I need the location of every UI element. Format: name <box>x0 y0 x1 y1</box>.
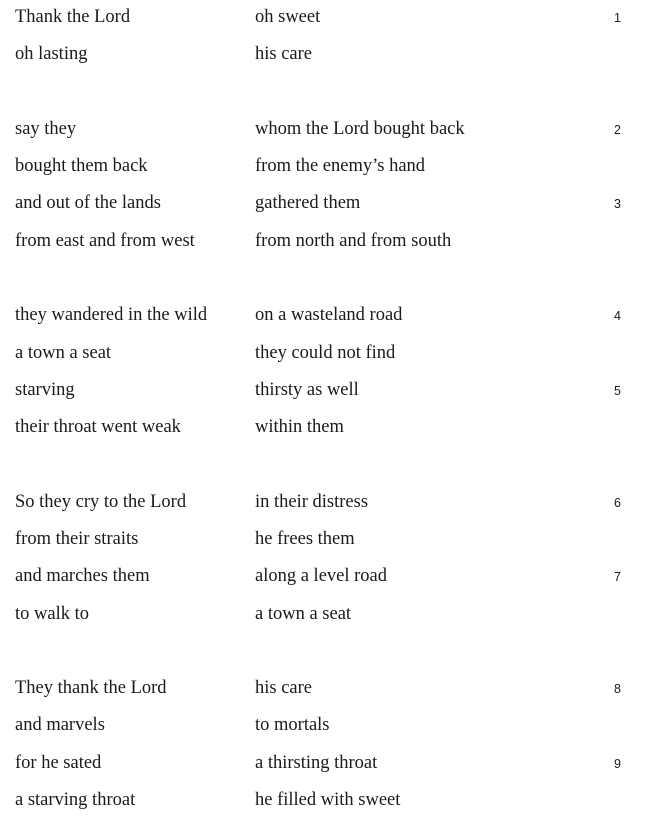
line-first-half: say they <box>15 118 77 139</box>
poem-line <box>0 416 663 453</box>
poem-line <box>0 118 663 155</box>
line-first-half: bought them back <box>15 156 148 177</box>
line-second-half: they could not find <box>255 342 396 363</box>
verse-number: 5 <box>614 383 621 398</box>
line-first-half: their throat went weak <box>15 417 181 438</box>
line-second-half: he filled with sweet <box>255 789 401 810</box>
line-second-half: his care <box>255 678 313 698</box>
line-first-half: oh lasting <box>15 44 88 65</box>
verse-number: 7 <box>614 570 621 585</box>
line-second-half: from north and from south <box>255 230 452 251</box>
verse-number: 8 <box>614 682 621 696</box>
line-first-half: from their straits <box>15 528 139 549</box>
poem-line <box>0 155 663 192</box>
line-second-half: a town a seat <box>255 603 352 624</box>
line-first-half: a starving throat <box>15 789 136 810</box>
line-second-half: to mortals <box>255 715 330 736</box>
poem-line <box>0 379 663 416</box>
verse-number: 9 <box>614 756 621 771</box>
poem-line <box>0 677 663 714</box>
verse-number: 1 <box>614 11 621 25</box>
line-second-half: within them <box>255 417 344 438</box>
poem-line <box>0 752 663 789</box>
poem-line <box>0 565 663 602</box>
poem-line <box>0 230 663 267</box>
line-first-half: So they cry to the Lord <box>15 491 187 512</box>
line-second-half: oh sweet <box>255 7 321 27</box>
line-first-half: from east and from west <box>15 230 195 251</box>
line-second-half: thirsty as well <box>255 379 359 400</box>
line-first-half: and marvels <box>15 715 105 736</box>
line-first-half: for he sated <box>15 752 102 773</box>
line-first-half: Thank the Lord <box>15 7 131 27</box>
verse-number: 3 <box>614 197 621 212</box>
poem-line <box>0 528 663 565</box>
line-first-half: they wandered in the wild <box>15 305 208 326</box>
line-first-half: and marches them <box>15 566 150 587</box>
line-second-half: his care <box>255 44 313 65</box>
line-second-half: gathered them <box>255 193 361 214</box>
line-first-half: and out of the lands <box>15 193 161 214</box>
poem-line <box>0 192 663 229</box>
line-second-half: along a level road <box>255 566 388 587</box>
line-second-half: in their distress <box>255 491 369 512</box>
poem-line <box>0 304 663 341</box>
poem-line <box>0 491 663 528</box>
line-first-half: to walk to <box>15 603 89 624</box>
poem-line <box>0 342 663 379</box>
line-second-half: whom the Lord bought back <box>255 118 465 139</box>
verse-number: 4 <box>614 309 621 324</box>
verse-number: 2 <box>614 122 621 137</box>
line-second-half: on a wasteland road <box>255 305 403 326</box>
line-first-half: They thank the Lord <box>15 678 167 698</box>
poem-line <box>0 603 663 640</box>
poem-line <box>0 43 663 80</box>
poem-line <box>0 6 663 43</box>
line-second-half: from the enemy’s hand <box>255 156 426 177</box>
line-second-half: a thirsting throat <box>255 752 378 773</box>
poem-line <box>0 714 663 751</box>
line-first-half: starving <box>15 379 75 400</box>
line-first-half: a town a seat <box>15 342 112 363</box>
verse-number: 6 <box>614 495 621 510</box>
line-second-half: he frees them <box>255 528 355 549</box>
poem-line <box>0 789 663 826</box>
